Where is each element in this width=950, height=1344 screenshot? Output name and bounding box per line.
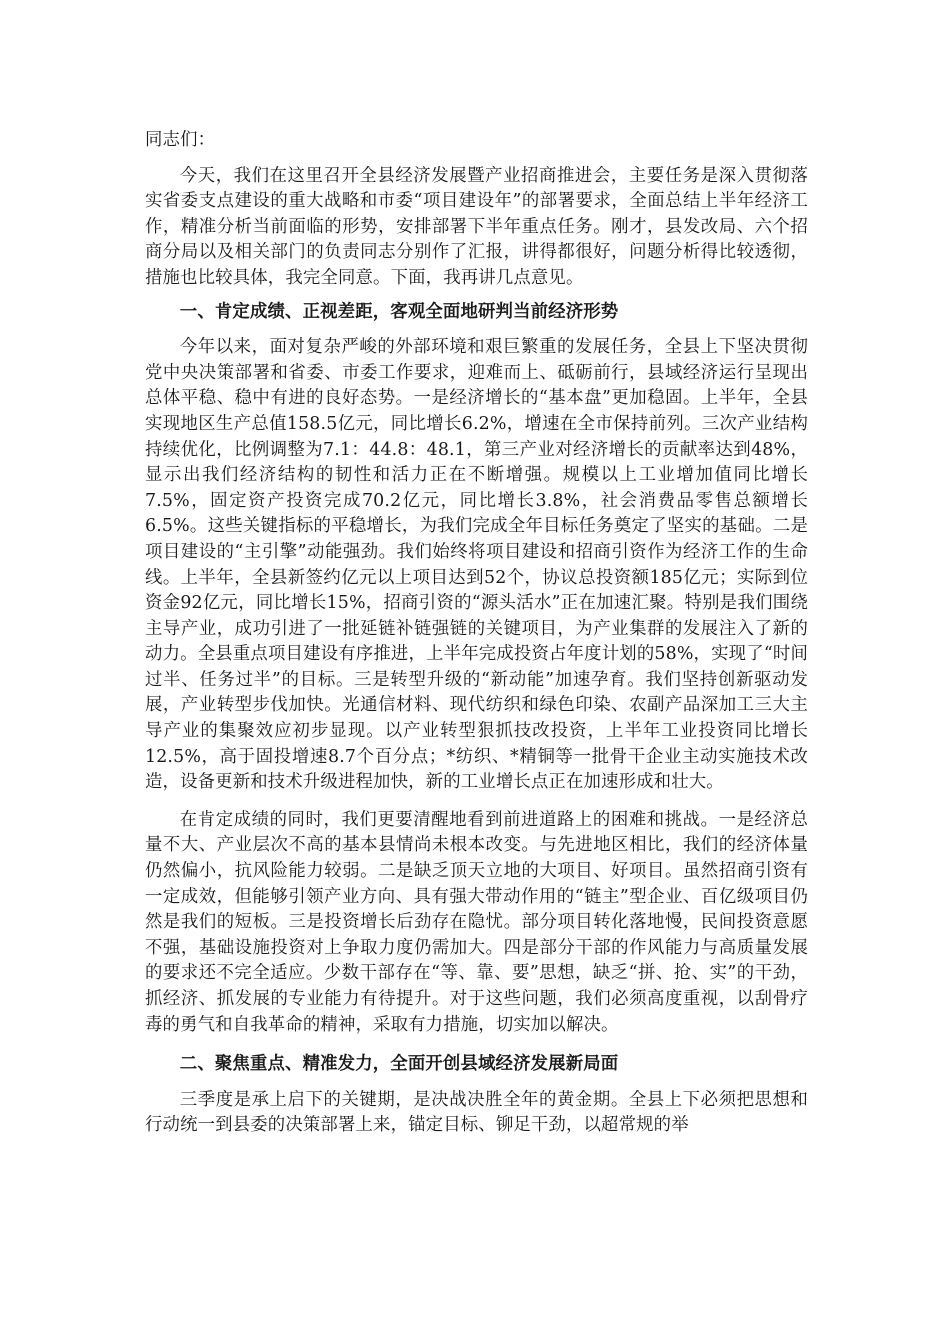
document-page: [145, 128, 808, 1139]
salutation: 同志们：: [145, 130, 216, 150]
section-1-paragraph-2: 在肯定成绩的同时，我们更要清醒地看到前进道路上的困难和挑战。一是经济总量不大、产业层次不高的基本县情尚未根本改变。与先进地区相比，我们的经济体量仍然偏小，抗风险能力较弱。二是缺乏顶天立地的大项目、好项目。虽然招商引资有一定成效，但能够引领产业方向、具有强大带动作用的“链主”型企业、百亿级项目仍然是我们的短板。三是投资增长后劲存在隐忧。部分项目转化落地慢，民间投资意愿不强，基础设施投资对上争取力度仍需加大。四是部分干部的作风能力与高质量发展的要求还不完全适应。少数干部存在“等、靠、要”思想，缺乏“拼、抢、实”的干劲，抓经济、抓发展的专业能力有待提升。对于这些问题，我们必须高度重视，以刮骨疗毒的勇气和自我革命的精神，采取有力措施，切实加以解决。: [145, 809, 808, 1035]
intro-paragraph: 今天，我们在这里召开全县经济发展暨产业招商推进会，主要任务是深入贯彻落实省委支点建设的重大战略和市委“项目建设年”的部署要求，全面总结上半年经济工作，精准分析当前面临的形势，安排部署下半年重点任务。刚才，县发改局、六个招商分局以及相关部门的负责同志分别作了汇报，讲得都很好，问题分析得比较透彻，措施也比较具体，我完全同意。下面，我再讲几点意见。: [145, 165, 808, 288]
section-1-paragraph-1: 今年以来，面对复杂严峻的外部环境和艰巨繁重的发展任务，全县上下坚决贯彻党中央决策部署和省委、市委工作要求，迎难而上、砥砺前行，县域经济运行呈现出总体平稳、稳中有进的良好态势。一是经济增长的“基本盘”更加稳固。上半年，全县实现地区生产总值158.5亿元，同比增长6.2%，增速在全市保持前列。三次产业结构持续优化，比例调整为7.1：44.8：48.1，第三产业对经济增长的贡献率达到48%，显示出我们经济结构的韧性和活力正在不断增强。规模以上工业增加值同比增长7.5%，固定资产投资完成70.2亿元，同比增长3.8%，社会消费品零售总额增长6.5%。这些关键指标的平稳增长，为我们完成全年目标任务奠定了坚实的基础。二是项目建设的“主引擎”动能强劲。我们始终将项目建设和招商引资作为经济工作的生命线。上半年，全县新签约亿元以上项目达到52个，协议总投资额185亿元；实际到位资金92亿元，同比增长15%，招商引资的“源头活水”正在加速汇聚。特别是我们围绕主导产业，成功引进了一批延链补链强链的关键项目，为产业集群的发展注入了新的动力。全县重点项目建设有序推进，上半年完成投资占年度计划的58%，实现了“时间过半、任务过半”的目标。三是转型升级的“新动能”加速孕育。我们坚持创新驱动发展，产业转型步伐加快。光通信材料、现代纺织和绿色印染、农副产品深加工三大主导产业的集聚效应初步显现。以产业转型狠抓技改投资，上半年工业投资同比增长12.5%，高于固投增速8.7个百分点；*纺织、*精铜等一批骨干企业主动实施技术改造，设备更新和技术升级进程加快，新的工业增长点正在加速形成和壮大。: [145, 337, 808, 793]
section-2-heading: 二、聚焦重点、精准发力，全面开创县域经济发展新局面: [179, 1054, 619, 1075]
section-1-heading: 一、肯定成绩、正视差距，客观全面地研判当前经济形势: [179, 301, 619, 322]
section-2-paragraph-1: 三季度是承上启下的关键期，是决战决胜全年的黄金期。全县上下必须把思想和行动统一到县委的决策部署上来，锚定目标、铆足干劲，以超常规的举: [145, 1089, 808, 1136]
